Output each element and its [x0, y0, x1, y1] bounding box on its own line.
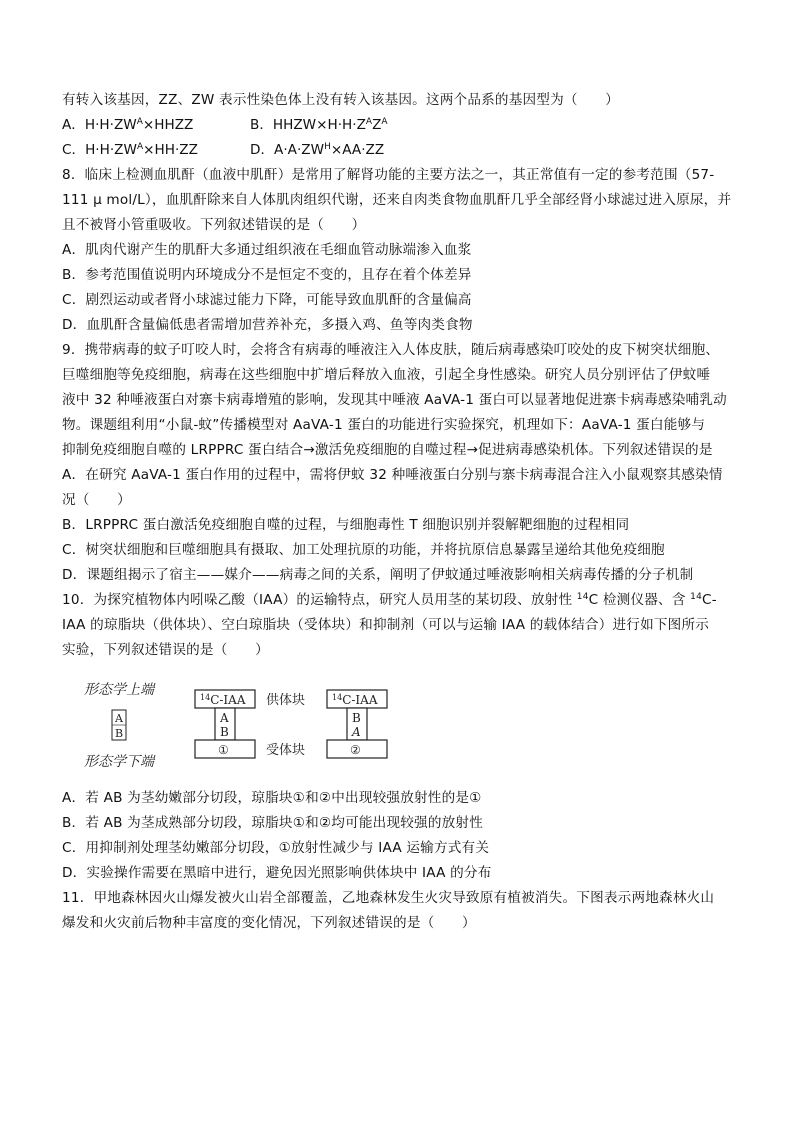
q11-stem-line: 爆发和火灾前后物种丰富度的变化情况，下列叙述错误的是（ ） — [62, 915, 476, 931]
q9-option-b: B．LRPPRC 蛋白激活免疫细胞自噬的过程，与细胞毒性 T 细胞识别并裂解靶细胞的过程相同 — [62, 517, 630, 533]
q8-option-a: A．肌肉代谢产生的肌酐大多通过组织液在毛细血管动脉端渗入血浆 — [62, 242, 472, 258]
donor-sup-2: 14 — [332, 693, 343, 702]
setup1-top-label: A — [220, 711, 229, 725]
q11-stem-line: 11．甲地森林因火山爆发被火山岩全部覆盖，乙地森林发生火灾导致原有植被消失。下图表示两地森林火山 — [62, 890, 715, 906]
basal-end-label: 形态学下端 — [84, 754, 154, 770]
q9-option-d: D．课题组揭示了宿主——媒介——病毒之间的关系，阐明了伊蚊通过唾液影响相关病毒传播的分子机制 — [62, 567, 694, 583]
q7-stem-tail: 有转入该基因，ZZ、ZW 表示性染色体上没有转入该基因。这两个品系的基因型为（ ） — [62, 92, 620, 108]
donor-sup-1: 14 — [200, 693, 211, 702]
q9-stem-line: 抑制免疫细胞自噬的 LRPPRC 蛋白结合→激活免疫细胞的自噬过程→促进病毒感染机体。下列叙述错误的是 — [62, 442, 713, 458]
donor-text-1: C-IAA — [210, 693, 246, 707]
q10-option-d: D．实验操作需要在黑暗中进行，避免因光照影响供体块中 IAA 的分布 — [62, 865, 492, 881]
receiver-block-label: 受体块 — [266, 743, 306, 758]
q9-stem-line: 液中 32 种唾液蛋白对寨卡病毒增殖的影响，发现其中唾液 AaVA-1 蛋白可以显著地促进寨卡病毒感染哺乳动 — [62, 392, 727, 408]
setup2-bottom-label: A — [352, 725, 361, 739]
segment-top-label: A — [115, 712, 123, 725]
q10-option-a: A．若 AB 为茎幼嫩部分切段，琼脂块①和②中出现较强放射性的是① — [62, 790, 482, 806]
iaa-transport-figure — [62, 670, 402, 780]
q8-stem-line: 111 μ mol/L），血肌酐除来自人体肌肉组织代谢，还来自肉类食物血肌酐几乎全部经肾小球滤过进入原尿，并 — [62, 192, 732, 208]
q9-stem-line: 巨噬细胞等免疫细胞，病毒在这些细胞中扩增后释放入血液，引起全身性感染。研究人员分别评估了伊蚊唾 — [62, 367, 711, 383]
setup2-top-label: B — [352, 711, 361, 725]
q10-stem-line: 10．为探究植物体内吲哚乙酸（IAA）的运输特点，研究人员用茎的某切段、放射性 $^{14}$C 检测仪器、含 $^{14}$C- — [62, 592, 717, 608]
q8-stem-line: 8．临床上检测血肌酐（血液中肌酐）是常用了解肾功能的主要方法之一，其正常值有一定的参考范围（57- — [62, 167, 715, 183]
receiver-label-1: ① — [218, 743, 229, 757]
setup1-bottom-label: B — [220, 725, 229, 739]
q10-stem-line: 实验，下列叙述错误的是（ ） — [62, 642, 269, 658]
q8-option-c: C．剧烈运动或者肾小球滤过能力下降，可能导致血肌酐的含量偏高 — [62, 292, 472, 308]
q8-option-b: B．参考范围值说明内环境成分不是恒定不变的，且存在着个体差异 — [62, 267, 472, 283]
donor-text-2: C-IAA — [342, 693, 378, 707]
q7-option-a: A．$H\cdot H\cdot ZW^A\times HHZZ$ — [62, 117, 194, 133]
q7-option-c: C．$H\cdot H\cdot ZW^A\times HH\cdot ZZ$ — [62, 142, 198, 158]
q9-option-a-cont: 况（ ） — [62, 492, 131, 508]
q7-option-b: B．$HHZW\times H\cdot H\cdot Z^AZ^A$ — [250, 117, 388, 133]
q10-option-b: B．若 AB 为茎成熟部分切段，琼脂块①和②均可能出现较强的放射性 — [62, 815, 484, 831]
q9-stem-line: 物。课题组利用“小鼠-蚊”传播模型对 AaVA-1 蛋白的功能进行实验探究，机理如下：AaVA-1 蛋白能够与 — [62, 417, 706, 433]
q10-stem-line: IAA 的琼脂块（供体块）、空白琼脂块（受体块）和抑制剂（可以与运输 IAA 的载体结合）进行如下图所示 — [62, 617, 710, 633]
segment-bottom-label: B — [115, 727, 124, 740]
q9-option-c: C．树突状细胞和巨噬细胞具有摄取、加工处理抗原的功能，并将抗原信息暴露呈递给其他免疫细胞 — [62, 542, 665, 558]
q8-stem-line: 且不被肾小管重吸收。下列叙述错误的是（ ） — [62, 217, 366, 233]
q8-option-d: D．血肌酐含量偏低患者需增加营养补充，多摄入鸡、鱼等肉类食物 — [62, 317, 473, 333]
donor-block-label: 供体块 — [266, 693, 306, 708]
q9-option-a: A．在研究 AaVA-1 蛋白作用的过程中，需将伊蚊 32 种唾液蛋白分别与寨卡病毒混合注入小鼠观察其感染情 — [62, 467, 723, 483]
apical-end-label: 形态学上端 — [84, 682, 154, 698]
receiver-label-2: ② — [350, 743, 361, 757]
q9-stem-line: 9．携带病毒的蚊子叮咬人时，会将含有病毒的唾液注入人体皮肤，随后病毒感染叮咬处的皮下树突状细胞、 — [62, 342, 720, 358]
q10-option-c: C．用抑制剂处理茎幼嫩部分切段，①放射性减少与 IAA 运输方式有关 — [62, 840, 490, 856]
q7-option-d: D．$A\cdot A\cdot ZW^H\times AA\cdot ZZ$ — [250, 142, 385, 158]
